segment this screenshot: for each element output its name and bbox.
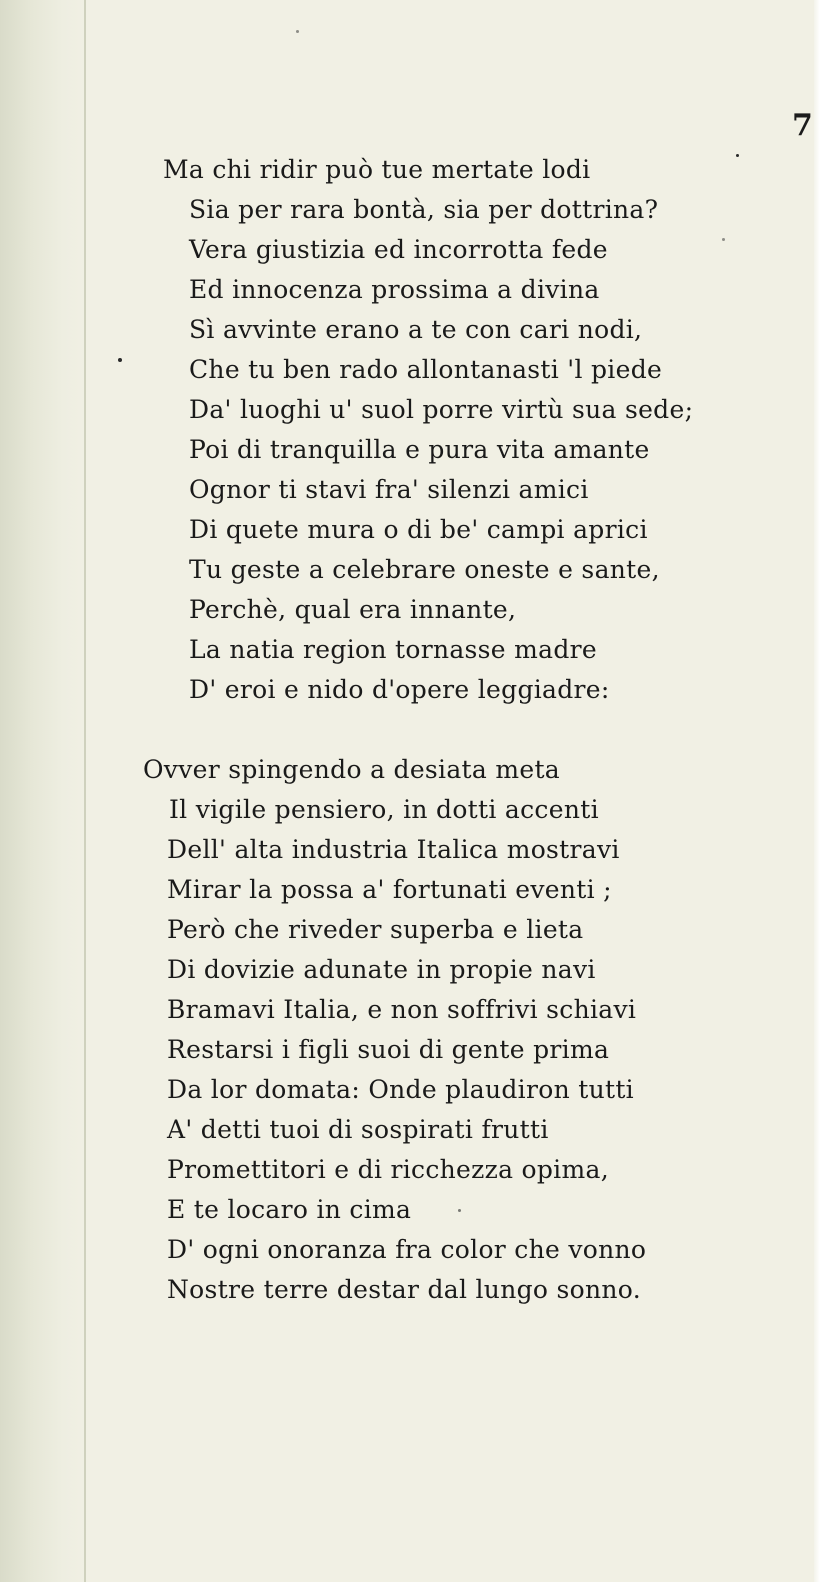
verse-line: Però che riveder superba e lieta bbox=[167, 915, 584, 944]
verse-line: Promettitori e di ricchezza opima, bbox=[167, 1155, 609, 1184]
verse-line: Poi di tranquilla e pura vita amante bbox=[189, 435, 650, 464]
verse-line: Nostre terre destar dal lungo sonno. bbox=[167, 1275, 641, 1304]
verse-line: Mirar la possa a' fortunati eventi ; bbox=[167, 875, 612, 904]
page-number: 7 bbox=[792, 108, 813, 143]
verse-line: D' eroi e nido d'opere leggiadre: bbox=[189, 675, 610, 704]
page-edge bbox=[814, 0, 820, 1582]
verse-line: Da lor domata: Onde plaudiron tutti bbox=[167, 1075, 634, 1104]
verse-line: Sia per rara bontà, sia per dottrina? bbox=[189, 195, 659, 224]
ink-speck bbox=[296, 30, 299, 33]
verse-line: Di dovizie adunate in propie navi bbox=[167, 955, 596, 984]
verse-line: Ognor ti stavi fra' silenzi amici bbox=[189, 475, 589, 504]
verse-line: La natia region tornasse madre bbox=[189, 635, 598, 664]
ink-speck bbox=[118, 358, 122, 362]
verse-line: Da' luoghi u' suol porre virtù sua sede; bbox=[189, 395, 694, 424]
verse-line: Ovver spingendo a desiata meta bbox=[143, 755, 560, 784]
spine-line bbox=[84, 0, 86, 1582]
verse-line: Bramavi Italia, e non soffrivi schiavi bbox=[167, 995, 637, 1024]
verse-line: Restarsi i figli suoi di gente prima bbox=[167, 1035, 610, 1064]
verse-line: Che tu ben rado allontanasti 'l piede bbox=[189, 355, 663, 384]
ink-speck bbox=[458, 1209, 461, 1212]
verse-line: Vera giustizia ed incorrotta fede bbox=[189, 235, 608, 264]
verse-line: Sì avvinte erano a te con cari nodi, bbox=[189, 315, 643, 344]
verse-line: Perchè, qual era innante, bbox=[189, 595, 517, 624]
verse-line: Tu geste a celebrare oneste e sante, bbox=[189, 555, 660, 584]
verse-line: A' detti tuoi di sospirati frutti bbox=[167, 1115, 549, 1144]
verse-line: Di quete mura o di be' campi aprici bbox=[189, 515, 648, 544]
stanza-2 bbox=[143, 750, 646, 1310]
verse-line: D' ogni onoranza fra color che vonno bbox=[167, 1235, 647, 1264]
binding-shadow bbox=[0, 0, 90, 1582]
verse-line: Il vigile pensiero, in dotti accenti bbox=[169, 795, 599, 824]
verse-line: E te locaro in cima bbox=[167, 1195, 412, 1224]
ink-speck bbox=[722, 238, 725, 241]
stanza-1 bbox=[163, 150, 693, 710]
verse-line: Ed innocenza prossima a divina bbox=[189, 275, 600, 304]
verse-line: Dell' alta industria Italica mostravi bbox=[167, 835, 620, 864]
verse-line: Ma chi ridir può tue mertate lodi bbox=[163, 155, 591, 184]
ink-speck bbox=[736, 154, 739, 157]
